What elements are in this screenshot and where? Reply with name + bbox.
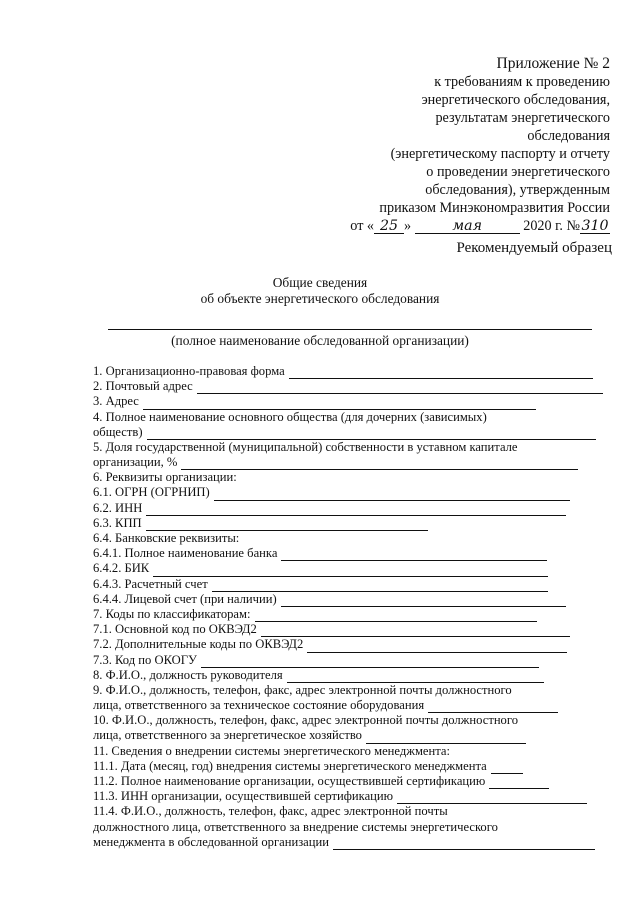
field-blank[interactable]: [281, 595, 566, 607]
field-blank[interactable]: [201, 656, 539, 668]
header-line: результатам энергетического: [435, 110, 610, 126]
field-state-share-cont: организации, %: [93, 455, 613, 470]
field-parent-company-cont: обществ): [93, 425, 613, 440]
form-fields: [93, 364, 613, 850]
field-em-cert-org: 11.2. Полное наименование организации, осуществившей сертификацию: [93, 774, 613, 789]
field-blank[interactable]: [366, 732, 526, 744]
header-line: к требованиям к проведению: [434, 74, 610, 90]
field-org-details: 6. Реквизиты организации:: [93, 470, 237, 485]
field-tech-responsible: 9. Ф.И.О., должность, телефон, факс, адрес электронной почты должностного: [93, 682, 512, 697]
order-date-line: [310, 217, 610, 235]
field-bank-name: 6.4.1. Полное наименование банка: [93, 546, 613, 561]
field-head-name: 8. Ф.И.О., должность руководителя: [93, 668, 613, 683]
form-title: [0, 275, 640, 307]
header-line: энергетического обследования,: [421, 92, 610, 108]
field-blank[interactable]: [307, 641, 567, 653]
field-settlement-account: 6.4.3. Расчетный счет: [93, 577, 613, 592]
fullname-caption: (полное наименование обследованной организации): [171, 333, 469, 348]
field-bank-details: 6.4. Банковские реквизиты:: [93, 531, 240, 546]
field-postal-address: 2. Почтовый адрес: [93, 379, 613, 394]
field-blank[interactable]: [143, 398, 536, 410]
field-blank[interactable]: [333, 838, 595, 850]
header-line: о проведении энергетического: [426, 164, 610, 180]
header-line: обследования), утвержденным: [425, 182, 610, 198]
field-okogu: 7.3. Код по ОКОГУ: [93, 653, 613, 668]
header-line: приказом Минэкономразвития России: [379, 200, 610, 216]
date-month: мая: [415, 219, 520, 234]
field-blank[interactable]: [212, 580, 548, 592]
field-energy-responsible-cont: лица, ответственного за энергетическое хозяйство: [93, 729, 613, 744]
field-classifier-codes: 7. Коды по классификаторам:: [93, 607, 613, 622]
field-blank[interactable]: [287, 671, 544, 683]
field-em-date: 11.1. Дата (месяц, год) внедрения системы энергетического менеджмента: [93, 759, 613, 774]
field-em-responsible-cont: должностного лица, ответственного за внедрение системы энергетического: [93, 819, 498, 834]
field-energy-management: 11. Сведения о внедрении системы энергетического менеджмента:: [93, 743, 450, 758]
field-okved-additional: 7.2. Дополнительные коды по ОКВЭД2: [93, 637, 613, 652]
form-title-line2: об объекте энергетического обследования: [200, 291, 440, 306]
form-title-line1: Общие сведения: [272, 275, 368, 290]
field-blank[interactable]: [146, 519, 428, 531]
date-mid: »: [404, 218, 412, 234]
field-state-share: 5. Доля государственной (муниципальной) собственности в уставном капитале: [93, 439, 518, 454]
header-line: обследования: [527, 128, 610, 144]
field-blank[interactable]: [214, 489, 570, 501]
field-blank[interactable]: [491, 762, 523, 774]
appendix-header: [310, 55, 610, 235]
field-blank[interactable]: [489, 777, 549, 789]
field-blank[interactable]: [261, 625, 570, 637]
field-ogrn: 6.1. ОГРН (ОГРНИП): [93, 486, 613, 501]
recommended-sample-label: Рекомендуемый образец: [456, 240, 612, 256]
field-tech-responsible-cont: лица, ответственного за техническое состояние оборудования: [93, 698, 613, 713]
field-bik: 6.4.2. БИК: [93, 561, 613, 576]
header-line: (энергетическому паспорту и отчету: [390, 146, 610, 162]
field-em-responsible-cont2: менеджмента в обследованной организации: [93, 835, 613, 850]
field-parent-company: 4. Полное наименование основного общества (для дочерних (зависимых): [93, 409, 487, 424]
field-blank[interactable]: [397, 792, 587, 804]
field-em-cert-inn: 11.3. ИНН организации, осуществившей сертификацию: [93, 789, 613, 804]
field-blank[interactable]: [153, 565, 548, 577]
field-personal-account: 6.4.4. Лицевой счет (при наличии): [93, 592, 613, 607]
field-blank[interactable]: [281, 549, 547, 561]
field-blank[interactable]: [289, 367, 593, 379]
field-kpp: 6.3. КПП: [93, 516, 613, 531]
field-blank[interactable]: [428, 701, 558, 713]
fullname-blank-line[interactable]: [108, 329, 592, 330]
date-day: 25: [374, 219, 404, 234]
field-blank[interactable]: [181, 458, 578, 470]
field-energy-responsible: 10. Ф.И.О., должность, телефон, факс, адрес электронной почты должностного: [93, 713, 519, 728]
field-em-responsible: 11.4. Ф.И.О., должность, телефон, факс, адрес электронной почты: [93, 804, 448, 819]
field-blank[interactable]: [255, 610, 537, 622]
appendix-number: Приложение № 2: [496, 55, 610, 72]
field-blank[interactable]: [146, 504, 566, 516]
order-number: 310: [581, 218, 609, 234]
field-address: 3. Адрес: [93, 394, 613, 409]
field-legal-form: 1. Организационно-правовая форма: [93, 364, 613, 379]
date-prefix: от «: [350, 218, 375, 234]
field-blank[interactable]: [197, 382, 603, 394]
field-inn: 6.2. ИНН: [93, 501, 613, 516]
field-blank[interactable]: [147, 428, 596, 440]
field-okved-main: 7.1. Основной код по ОКВЭД2: [93, 622, 613, 637]
date-year: 2020 г. №: [523, 218, 580, 234]
